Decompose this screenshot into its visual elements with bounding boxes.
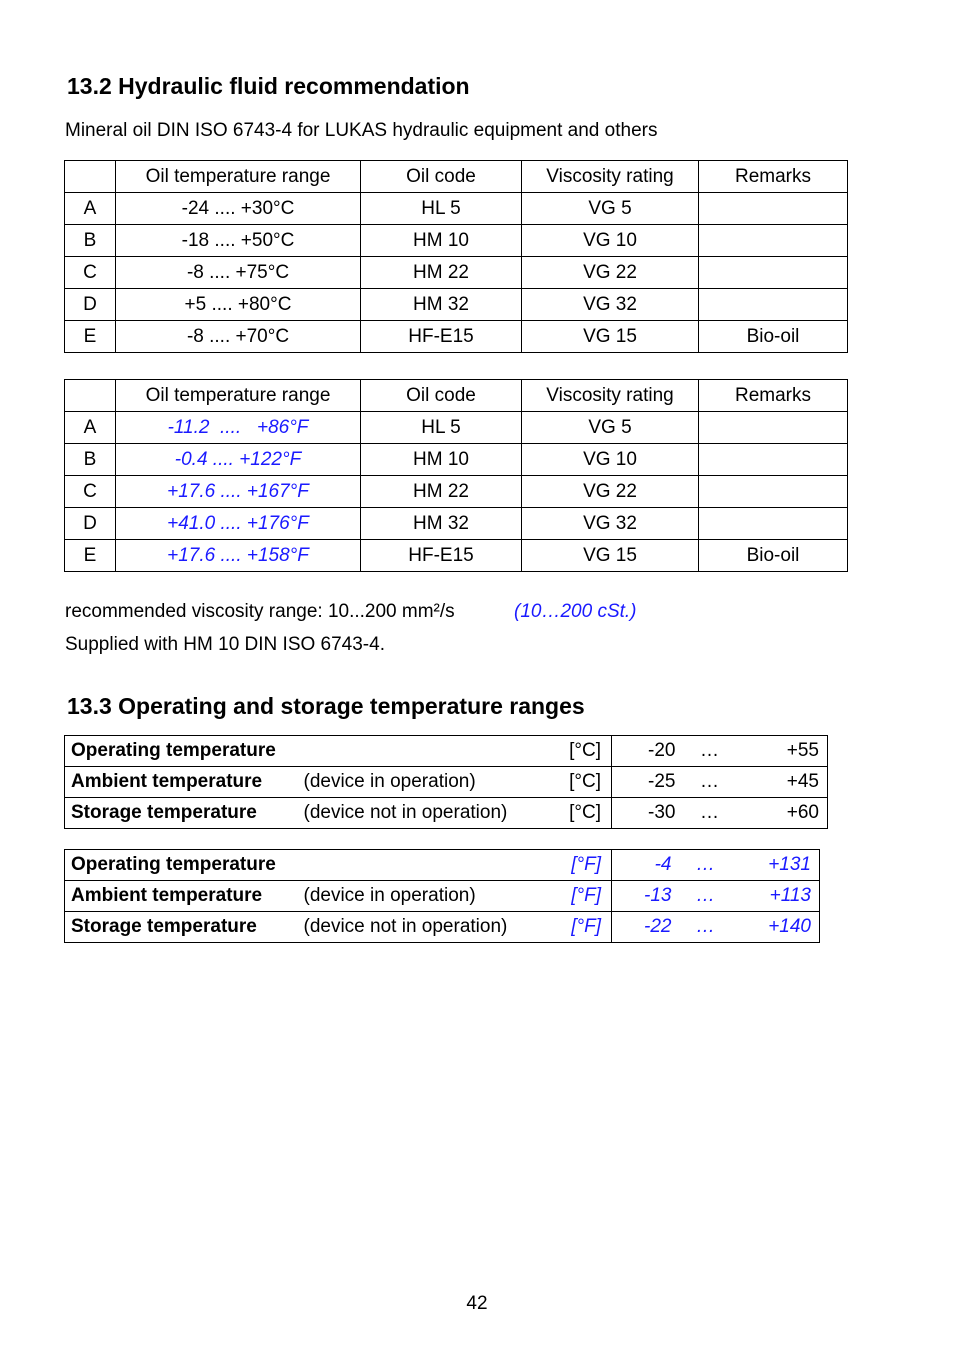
- temperature-range: +17.6 .... +158°F: [116, 540, 361, 572]
- temperature-max: +113: [740, 881, 820, 912]
- temperature-label: Operating temperature: [65, 850, 304, 881]
- temperature-label: Storage temperature: [65, 798, 304, 829]
- temperature-range: -8 .... +75°C: [116, 257, 361, 289]
- temperature-note: [304, 850, 555, 881]
- viscosity-rating: VG 10: [522, 444, 699, 476]
- viscosity-rating: VG 10: [522, 225, 699, 257]
- row-letter: B: [65, 225, 116, 257]
- row-letter: E: [65, 540, 116, 572]
- table-row: [65, 540, 848, 572]
- intro-text: Mineral oil DIN ISO 6743-4 for LUKAS hydraulic equipment and others: [65, 120, 658, 141]
- row-letter: D: [65, 289, 116, 321]
- table-row: [65, 881, 820, 912]
- temperature-min: -25: [612, 767, 676, 798]
- remarks: [699, 412, 848, 444]
- table-row: [65, 767, 828, 798]
- temperature-min: -4: [612, 850, 672, 881]
- remarks: [699, 476, 848, 508]
- remarks: Bio-oil: [699, 321, 848, 353]
- temperature-unit: [°C]: [555, 736, 612, 767]
- temperature-range-table-celsius: [64, 735, 828, 829]
- temperature-max: +55: [744, 736, 828, 767]
- temperature-range: -8 .... +70°C: [116, 321, 361, 353]
- oil-code: HM 22: [361, 476, 522, 508]
- table-row: [65, 257, 848, 289]
- viscosity-rating: VG 15: [522, 540, 699, 572]
- range-ellipsis: …: [672, 912, 740, 943]
- row-letter: B: [65, 444, 116, 476]
- section-heading-13-2: 13.2 Hydraulic fluid recommendation: [67, 73, 470, 99]
- row-letter: A: [65, 193, 116, 225]
- temperature-range: -24 .... +30°C: [116, 193, 361, 225]
- temperature-label: Storage temperature: [65, 912, 304, 943]
- oil-code: HL 5: [361, 193, 522, 225]
- column-header: Oil temperature range: [116, 161, 361, 193]
- temperature-range: -11.2 .... +86°F: [116, 412, 361, 444]
- range-ellipsis: …: [676, 736, 744, 767]
- supplied-note: Supplied with HM 10 DIN ISO 6743-4.: [65, 634, 385, 655]
- viscosity-rating: VG 22: [522, 257, 699, 289]
- temperature-note: (device in operation): [304, 767, 555, 798]
- viscosity-rating: VG 22: [522, 476, 699, 508]
- column-header: Oil code: [361, 161, 522, 193]
- temperature-range-table-fahrenheit: [64, 849, 820, 943]
- row-letter: A: [65, 412, 116, 444]
- range-ellipsis: …: [672, 881, 740, 912]
- column-header: Oil temperature range: [116, 380, 361, 412]
- row-letter: E: [65, 321, 116, 353]
- remarks: [699, 225, 848, 257]
- viscosity-note-cst: (10…200 cSt.): [514, 601, 637, 622]
- remarks: Bio-oil: [699, 540, 848, 572]
- temperature-range: +17.6 .... +167°F: [116, 476, 361, 508]
- table-row: [65, 798, 828, 829]
- table-row: [65, 444, 848, 476]
- temperature-note: [304, 736, 555, 767]
- table-row: [65, 193, 848, 225]
- fluid-table-celsius: [64, 160, 848, 353]
- table-row: [65, 736, 828, 767]
- temperature-note: (device in operation): [304, 881, 555, 912]
- oil-code: HF-E15: [361, 540, 522, 572]
- table-row: [65, 321, 848, 353]
- temperature-min: -20: [612, 736, 676, 767]
- temperature-max: +131: [740, 850, 820, 881]
- table-row: [65, 289, 848, 321]
- temperature-unit: [°C]: [555, 798, 612, 829]
- temperature-label: Ambient temperature: [65, 881, 304, 912]
- temperature-label: Ambient temperature: [65, 767, 304, 798]
- temperature-range: +5 .... +80°C: [116, 289, 361, 321]
- table-row: [65, 412, 848, 444]
- viscosity-note: recommended viscosity range: 10...200 mm²/s: [65, 601, 455, 622]
- table-row: [65, 912, 820, 943]
- temperature-min: -13: [612, 881, 672, 912]
- remarks: [699, 257, 848, 289]
- temperature-note: (device not in operation): [304, 798, 555, 829]
- temperature-label: Operating temperature: [65, 736, 304, 767]
- row-letter: D: [65, 508, 116, 540]
- oil-code: HL 5: [361, 412, 522, 444]
- viscosity-rating: VG 5: [522, 412, 699, 444]
- temperature-max: +60: [744, 798, 828, 829]
- temperature-min: -22: [612, 912, 672, 943]
- table-row: [65, 850, 820, 881]
- column-header: Remarks: [699, 161, 848, 193]
- table-header-row: [65, 380, 848, 412]
- temperature-unit: [°F]: [555, 881, 612, 912]
- page-number: 42: [466, 1293, 488, 1314]
- viscosity-rating: VG 32: [522, 508, 699, 540]
- range-ellipsis: …: [676, 767, 744, 798]
- table-row: [65, 476, 848, 508]
- table-row: [65, 225, 848, 257]
- oil-code: HM 10: [361, 225, 522, 257]
- column-header: Oil code: [361, 380, 522, 412]
- column-header: Viscosity rating: [522, 161, 699, 193]
- remarks: [699, 444, 848, 476]
- row-letter: C: [65, 257, 116, 289]
- row-letter: C: [65, 476, 116, 508]
- oil-code: HF-E15: [361, 321, 522, 353]
- oil-code: HM 32: [361, 289, 522, 321]
- remarks: [699, 508, 848, 540]
- temperature-range: -0.4 .... +122°F: [116, 444, 361, 476]
- oil-code: HM 10: [361, 444, 522, 476]
- temperature-range: +41.0 .... +176°F: [116, 508, 361, 540]
- viscosity-rating: VG 32: [522, 289, 699, 321]
- temperature-unit: [°C]: [555, 767, 612, 798]
- oil-code: HM 32: [361, 508, 522, 540]
- table-header-row: [65, 161, 848, 193]
- temperature-range: -18 .... +50°C: [116, 225, 361, 257]
- temperature-note: (device not in operation): [304, 912, 555, 943]
- temperature-max: +45: [744, 767, 828, 798]
- temperature-max: +140: [740, 912, 820, 943]
- section-heading-13-3: 13.3 Operating and storage temperature ranges: [67, 693, 585, 719]
- temperature-min: -30: [612, 798, 676, 829]
- remarks: [699, 193, 848, 225]
- temperature-unit: [°F]: [555, 912, 612, 943]
- column-header: Remarks: [699, 380, 848, 412]
- range-ellipsis: …: [672, 850, 740, 881]
- viscosity-rating: VG 15: [522, 321, 699, 353]
- fluid-table-fahrenheit: [64, 379, 848, 572]
- table-row: [65, 508, 848, 540]
- column-header: Viscosity rating: [522, 380, 699, 412]
- viscosity-rating: VG 5: [522, 193, 699, 225]
- column-header: [65, 161, 116, 193]
- remarks: [699, 289, 848, 321]
- range-ellipsis: …: [676, 798, 744, 829]
- column-header: [65, 380, 116, 412]
- oil-code: HM 22: [361, 257, 522, 289]
- temperature-unit: [°F]: [555, 850, 612, 881]
